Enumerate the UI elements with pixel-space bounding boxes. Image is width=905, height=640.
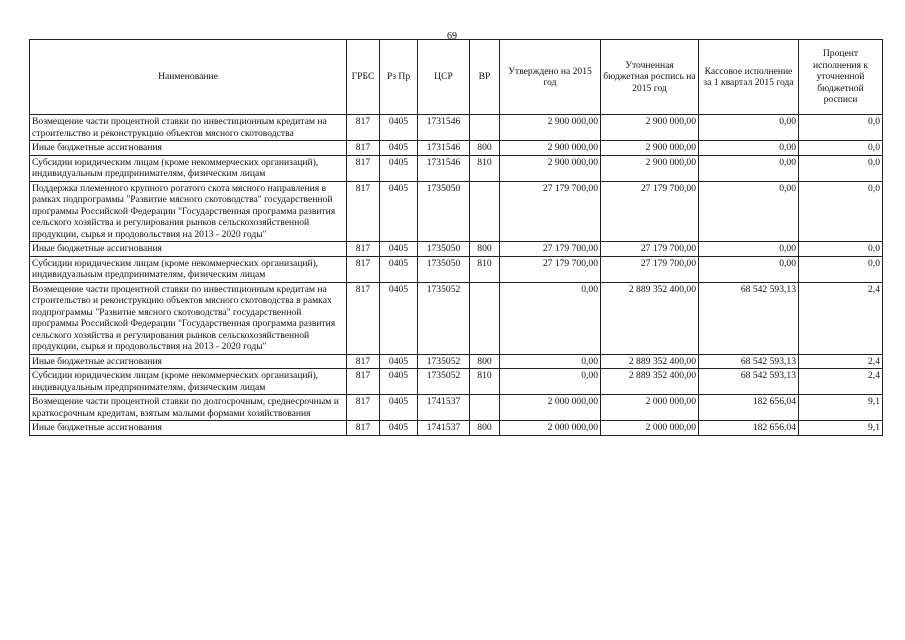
cell-vr: 810 (470, 155, 500, 181)
cell-refined: 2 900 000,00 (601, 115, 699, 141)
cell-approved: 2 000 000,00 (500, 421, 601, 436)
cell-name: Субсидии юридическим лицам (кроме некоммерческих организаций), индивидуальным предпринимателям, физическим лицам (30, 155, 347, 181)
cell-cash: 182 656,04 (699, 395, 799, 421)
cell-rzpr: 0405 (380, 256, 418, 282)
cell-cash: 68 542 593,13 (699, 369, 799, 395)
cell-cash: 0,00 (699, 141, 799, 156)
cell-refined: 2 889 352 400,00 (601, 282, 699, 354)
cell-csr: 1735050 (418, 256, 470, 282)
cell-grbs: 817 (347, 242, 380, 257)
cell-approved: 27 179 700,00 (500, 242, 601, 257)
cell-percent: 0,0 (799, 181, 883, 242)
cell-approved: 0,00 (500, 282, 601, 354)
cell-approved: 0,00 (500, 354, 601, 369)
cell-approved: 27 179 700,00 (500, 181, 601, 242)
cell-grbs: 817 (347, 115, 380, 141)
cell-percent: 2,4 (799, 282, 883, 354)
table-row (30, 155, 883, 181)
col-header-csr: ЦСР (418, 40, 470, 115)
cell-percent: 0,0 (799, 242, 883, 257)
cell-name: Субсидии юридическим лицам (кроме некоммерческих организаций), индивидуальным предпринимателям, физическим лицам (30, 369, 347, 395)
cell-rzpr: 0405 (380, 181, 418, 242)
table-row (30, 395, 883, 421)
cell-rzpr: 0405 (380, 369, 418, 395)
cell-refined: 2 900 000,00 (601, 141, 699, 156)
cell-vr: 800 (470, 141, 500, 156)
cell-grbs: 817 (347, 369, 380, 395)
cell-csr: 1731546 (418, 155, 470, 181)
page-number: 69 (447, 31, 457, 42)
cell-approved: 2 900 000,00 (500, 141, 601, 156)
col-header-rzpr: Рз Пр (380, 40, 418, 115)
cell-vr: 800 (470, 421, 500, 436)
cell-approved: 0,00 (500, 369, 601, 395)
cell-name: Субсидии юридическим лицам (кроме некоммерческих организаций), индивидуальным предпринимателям, физическим лицам (30, 256, 347, 282)
table-row (30, 369, 883, 395)
cell-rzpr: 0405 (380, 421, 418, 436)
cell-refined: 2 889 352 400,00 (601, 354, 699, 369)
cell-csr: 1731546 (418, 115, 470, 141)
cell-grbs: 817 (347, 421, 380, 436)
cell-refined: 27 179 700,00 (601, 181, 699, 242)
table-row (30, 282, 883, 354)
cell-name: Иные бюджетные ассигнования (30, 141, 347, 156)
budget-table (29, 39, 883, 436)
cell-csr: 1741537 (418, 421, 470, 436)
cell-csr: 1735050 (418, 242, 470, 257)
cell-name: Иные бюджетные ассигнования (30, 421, 347, 436)
cell-name: Поддержка племенного крупного рогатого скота мясного направления в рамках подпрограммы "Развитие мясного скотоводства" государственной программы Российской Федерации "Государственная программа развития сельского хозяйства и регулирования рынков сельскохозяйственной продукции, сырья и продовольствия на 2013 - 2020 годы" (30, 181, 347, 242)
table-row (30, 181, 883, 242)
cell-percent: 9,1 (799, 395, 883, 421)
cell-grbs: 817 (347, 155, 380, 181)
cell-refined: 2 889 352 400,00 (601, 369, 699, 395)
cell-grbs: 817 (347, 181, 380, 242)
cell-csr: 1735052 (418, 354, 470, 369)
cell-percent: 0,0 (799, 155, 883, 181)
cell-rzpr: 0405 (380, 354, 418, 369)
cell-name: Иные бюджетные ассигнования (30, 354, 347, 369)
cell-cash: 0,00 (699, 242, 799, 257)
cell-cash: 182 656,04 (699, 421, 799, 436)
cell-percent: 0,0 (799, 256, 883, 282)
cell-refined: 2 000 000,00 (601, 421, 699, 436)
cell-vr: 800 (470, 242, 500, 257)
cell-vr (470, 115, 500, 141)
table-row (30, 115, 883, 141)
cell-rzpr: 0405 (380, 155, 418, 181)
cell-vr (470, 395, 500, 421)
cell-grbs: 817 (347, 354, 380, 369)
cell-approved: 2 000 000,00 (500, 395, 601, 421)
cell-cash: 0,00 (699, 115, 799, 141)
cell-grbs: 817 (347, 141, 380, 156)
cell-cash: 68 542 593,13 (699, 354, 799, 369)
cell-rzpr: 0405 (380, 242, 418, 257)
table-row (30, 354, 883, 369)
cell-name: Возмещение части процентной ставки по инвестиционным кредитам на строительство и реконструкцию объектов мясного скотоводства в рамках подпрограммы "Развитие мясного скотоводства" государственной программы Российской Федерации "Государственная программа развития сельского хозяйства и регулирования рынков сельскохозяйственной продукции, сырья и продовольствия на 2013 - 2020 годы" (30, 282, 347, 354)
cell-vr: 810 (470, 256, 500, 282)
cell-percent: 0,0 (799, 141, 883, 156)
cell-refined: 2 900 000,00 (601, 155, 699, 181)
table-row (30, 242, 883, 257)
col-header-approved: Утверждено на 2015 год (500, 40, 601, 115)
cell-name: Возмещение части процентной ставки по инвестиционным кредитам на строительство и реконструкцию объектов мясного скотоводства (30, 115, 347, 141)
cell-csr: 1741537 (418, 395, 470, 421)
col-header-cash: Кассовое исполнение за 1 квартал 2015 года (699, 40, 799, 115)
cell-percent: 2,4 (799, 369, 883, 395)
cell-csr: 1735050 (418, 181, 470, 242)
col-header-grbs: ГРБС (347, 40, 380, 115)
cell-refined: 27 179 700,00 (601, 242, 699, 257)
cell-approved: 2 900 000,00 (500, 155, 601, 181)
cell-cash: 0,00 (699, 256, 799, 282)
cell-cash: 0,00 (699, 181, 799, 242)
cell-percent: 0,0 (799, 115, 883, 141)
cell-rzpr: 0405 (380, 141, 418, 156)
cell-percent: 2,4 (799, 354, 883, 369)
cell-grbs: 817 (347, 256, 380, 282)
cell-grbs: 817 (347, 395, 380, 421)
cell-refined: 2 000 000,00 (601, 395, 699, 421)
table-row (30, 421, 883, 436)
cell-percent: 9,1 (799, 421, 883, 436)
cell-rzpr: 0405 (380, 282, 418, 354)
cell-approved: 2 900 000,00 (500, 115, 601, 141)
cell-refined: 27 179 700,00 (601, 256, 699, 282)
cell-csr: 1735052 (418, 369, 470, 395)
cell-cash: 0,00 (699, 155, 799, 181)
col-header-percent: Процент исполнения к уточненной бюджетной росписи (799, 40, 883, 115)
cell-grbs: 817 (347, 282, 380, 354)
col-header-vr: ВР (470, 40, 500, 115)
cell-name: Возмещение части процентной ставки по долгосрочным, среднесрочным и краткосрочным кредитам, взятым малыми формами хозяйствования (30, 395, 347, 421)
cell-csr: 1731546 (418, 141, 470, 156)
cell-name: Иные бюджетные ассигнования (30, 242, 347, 257)
cell-cash: 68 542 593,13 (699, 282, 799, 354)
cell-vr: 810 (470, 369, 500, 395)
cell-rzpr: 0405 (380, 115, 418, 141)
cell-approved: 27 179 700,00 (500, 256, 601, 282)
cell-vr: 800 (470, 354, 500, 369)
cell-vr (470, 282, 500, 354)
cell-csr: 1735052 (418, 282, 470, 354)
table-row (30, 256, 883, 282)
table-row (30, 141, 883, 156)
table-body (30, 115, 883, 436)
cell-vr (470, 181, 500, 242)
table-header-row (30, 40, 883, 115)
col-header-refined: Уточненная бюджетная роспись на 2015 год (601, 40, 699, 115)
cell-rzpr: 0405 (380, 395, 418, 421)
col-header-name: Наименование (30, 40, 347, 115)
